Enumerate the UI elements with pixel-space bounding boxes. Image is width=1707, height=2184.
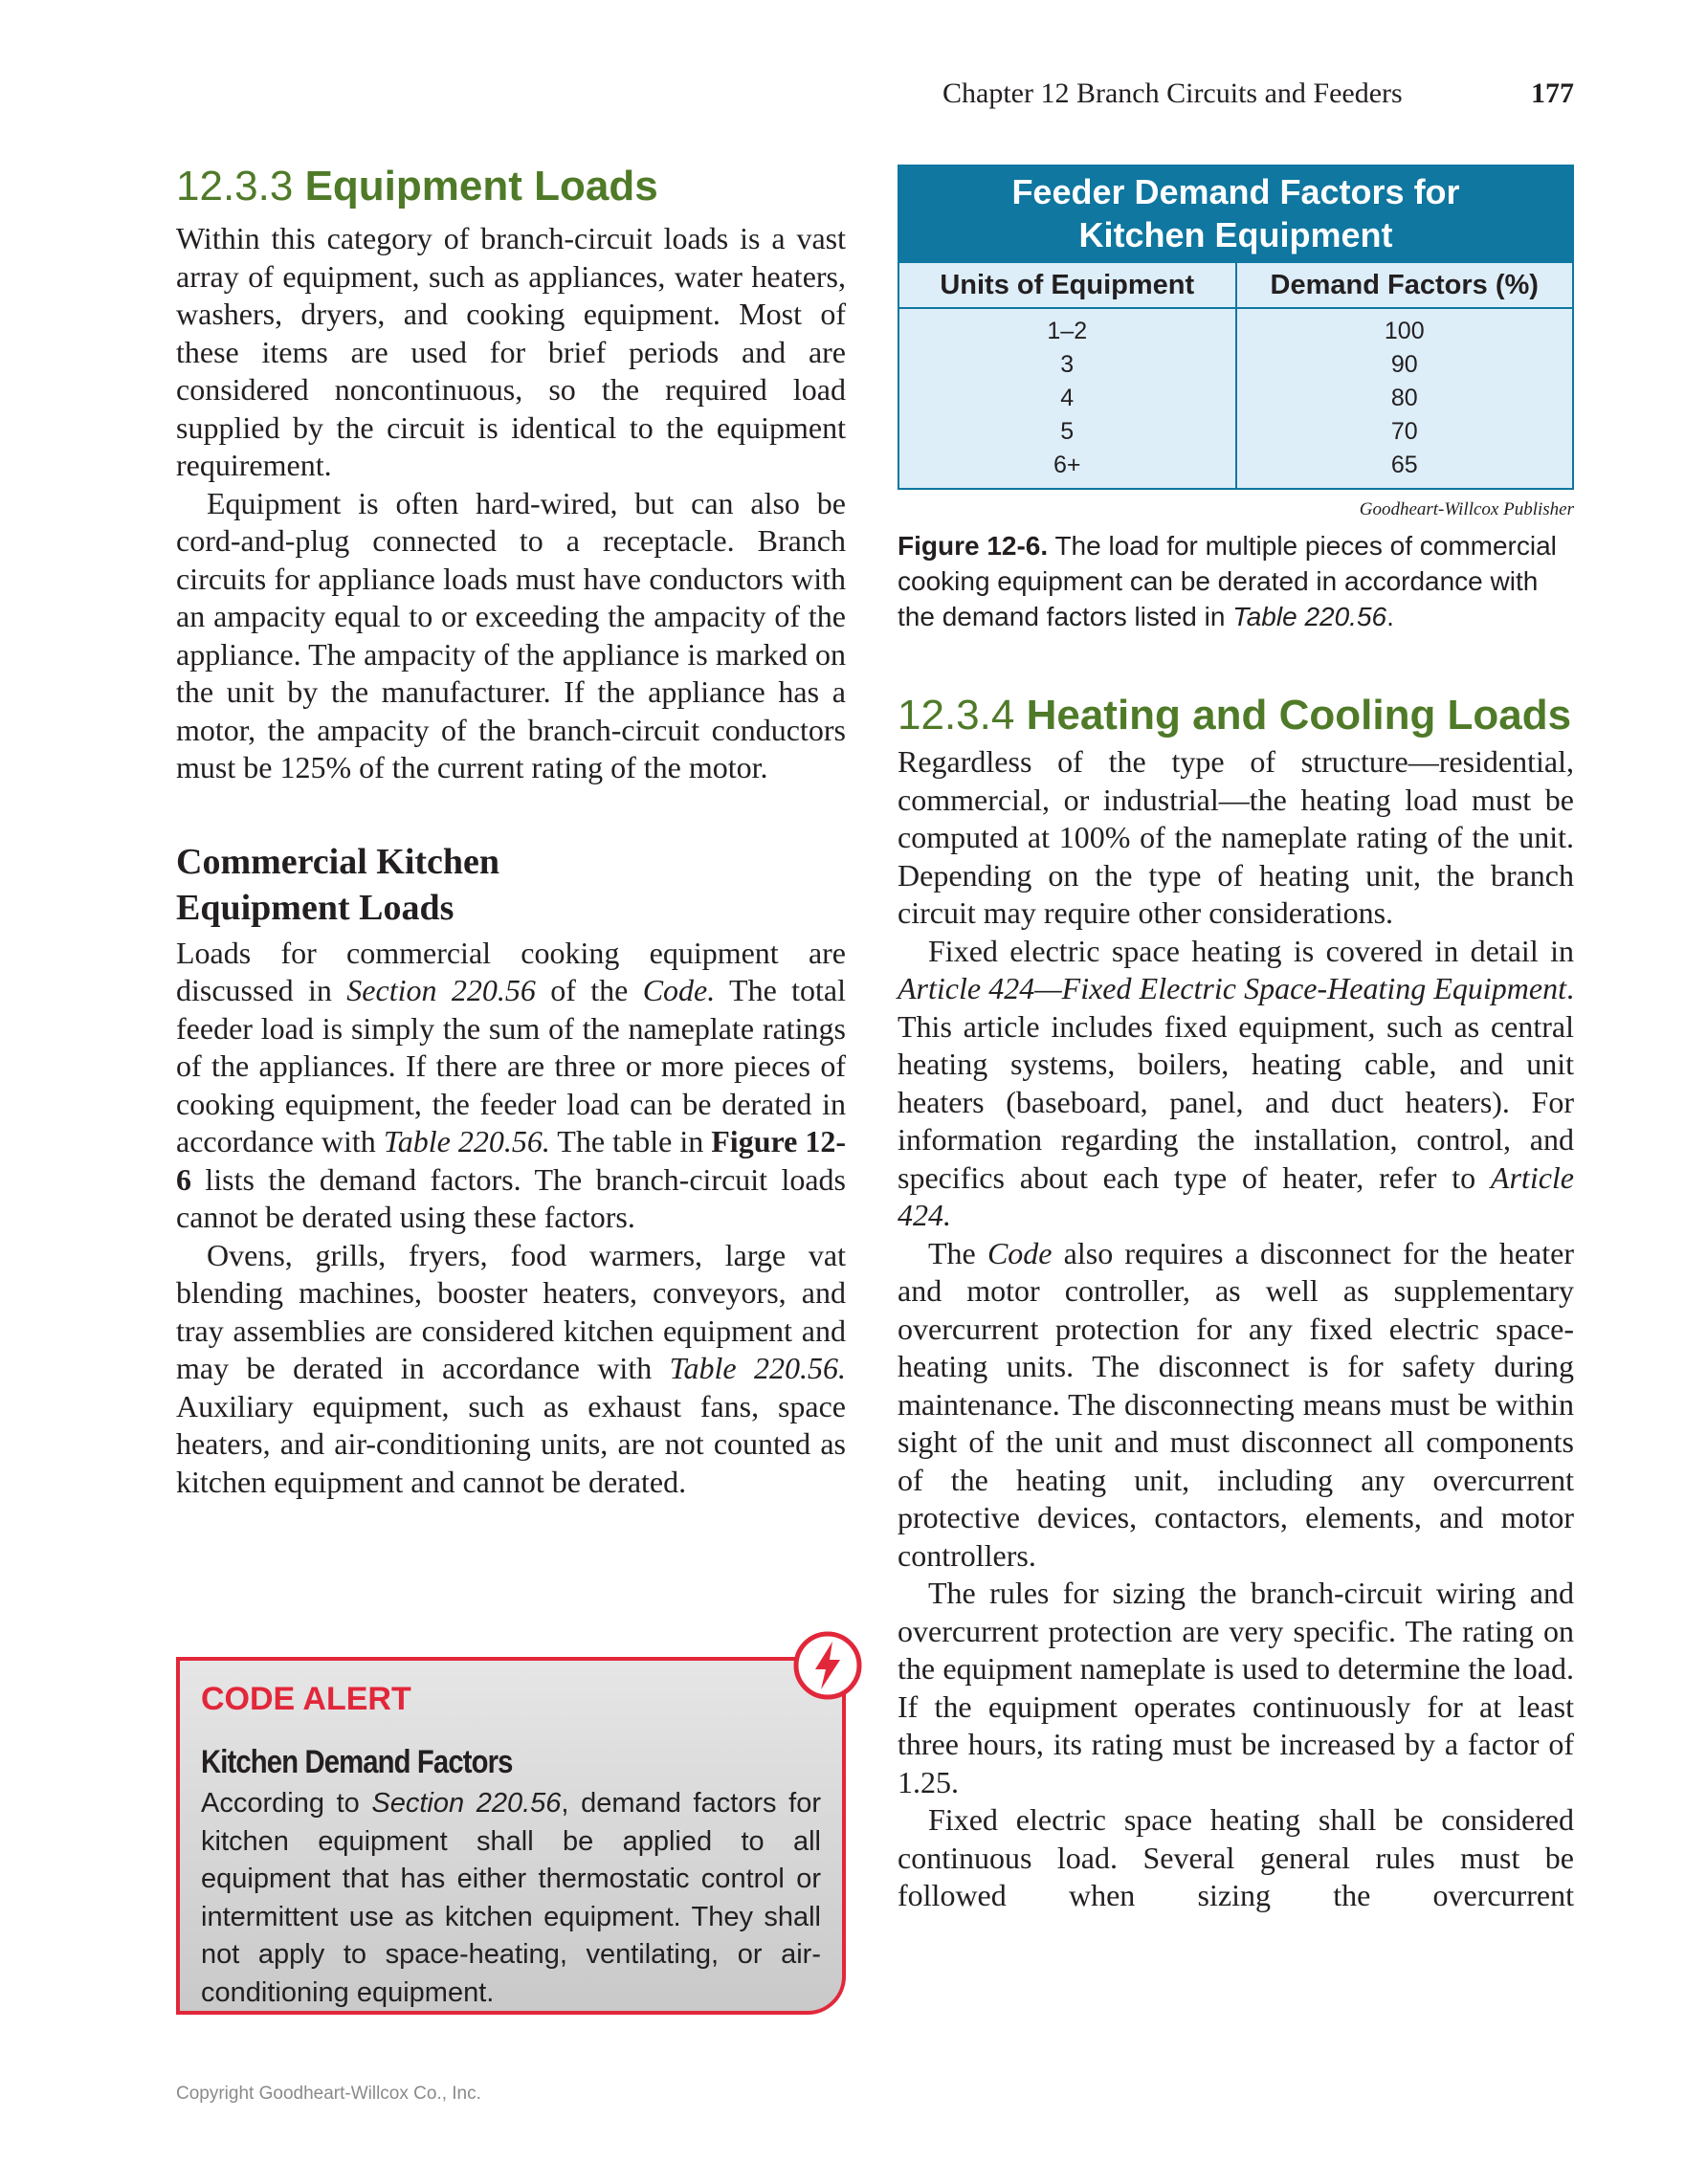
figure-caption: Figure 12-6. The load for multiple pieces of commercial cooking equipment can be derated in accordance with the demand factors listed in Table 220.56.: [898, 531, 1557, 631]
paragraph: Loads for commercial cooking equipment are discussed in Section 220.56 of the Code. The total feeder load is simply the sum of the nameplate ratings of the appliances. If there are three or more pieces of cooking equipment, the feeder load can be derated in accordance with Table 220.56. The table in Figure 12-6 lists the demand factors. The branch-circuit loads cannot be derated using these factors.: [176, 935, 847, 1234]
running-head-title: Chapter 12 Branch Circuits and Feeders: [942, 77, 1403, 109]
table-cell: 65: [1390, 452, 1418, 478]
code-alert-title: Kitchen Demand Factors: [201, 1744, 513, 1780]
paragraph: Ovens, grills, fryers, food warmers, large vat blending machines, booster heaters, conveyors, and tray assemblies are considered kitchen equipment and may be derated in accordance with Table 220.56. Auxiliary equipment, such as exhaust fans, space heaters, and air-conditioning units, are not counted as kitchen equipment and cannot be derated.: [176, 1237, 847, 1499]
copyright-footer: Copyright Goodheart-Willcox Co., Inc.: [176, 2084, 481, 2104]
paragraph: The Code also requires a disconnect for the heater and motor controller, as well as supplementary overcurrent protection for any fixed electric space-heating units. The disconnect is for safety during maintenance. The disconnecting means must be within sight of the unit and must disconnect all components of the heating unit, including any overcurrent protective devices, contactors, elements, and motor controllers.: [898, 1235, 1575, 1573]
figure-credit: Goodheart-Willcox Publisher: [1359, 499, 1574, 519]
lightning-bolt-icon: [792, 1630, 863, 1701]
table-title: [899, 166, 1572, 263]
column-header-units: Units of Equipment: [899, 263, 1237, 307]
table-cell: 90: [1390, 351, 1418, 378]
page-number: 177: [1531, 77, 1574, 109]
demand-column: [1237, 309, 1573, 488]
code-alert-box: [176, 1657, 846, 2015]
table-cell: 6+: [1053, 452, 1081, 478]
table-cell: 80: [1390, 385, 1418, 411]
subheading-commercial-kitchen: [176, 839, 846, 931]
paragraph: Regardless of the type of structure—residential, commercial, or industrial—the heating load must be computed at 100% of the nameplate rating of the unit. Depending on the type of heating unit, the branch circuit may require other considerations.: [898, 744, 1574, 930]
paragraph: Fixed electric space heating is covered in detail in Article 424—Fixed Electric Space-Heating Equipment. This article includes fixed equipment, such as central heating systems, boilers, heating cable, and unit heaters (baseboard, panel, and duct heaters). For information regarding the installation, control, and specifics about each type of heater, refer to Article 424.: [898, 933, 1574, 1232]
units-column: [899, 309, 1237, 488]
table-cell: 3: [1060, 351, 1075, 378]
section-number: 12.3.4: [898, 692, 1015, 739]
table-title-line: Kitchen Equipment: [1078, 215, 1393, 254]
right-column: [898, 165, 1574, 1915]
section-heading-12-3-3: [176, 161, 846, 212]
demand-factor-table: [898, 165, 1574, 490]
paragraph: Within this category of branch-circuit loads is a vast array of equipment, such as appliances, water heaters, washers, dryers, and cooking equipment. Most of these items are used for brief periods and are considered noncontinuous, so the required load supplied by the circuit is identical to the equipment requirement.: [176, 221, 846, 482]
code-alert-body: According to Section 220.56, demand factors for kitchen equipment shall be applied to all equipment that has either thermostatic control or intermittent use as kitchen equipment. They shall not apply to space-heating, ventilating, or air-conditioning equipment.: [201, 1788, 821, 2008]
section-heading-12-3-4: [898, 690, 1574, 741]
left-column: [176, 161, 846, 1501]
paragraph: Fixed electric space heating shall be considered continuous load. Several general rules must be followed when sizing the overcurrent: [898, 1802, 1574, 1912]
table-cell: 1–2: [1047, 318, 1088, 344]
table-cell: 4: [1060, 385, 1075, 411]
section-title: Heating and Cooling Loads: [1026, 692, 1572, 739]
running-head: [942, 73, 1574, 115]
table-cell: 70: [1390, 418, 1418, 445]
column-header-demand: Demand Factors (%): [1270, 270, 1539, 300]
table-cell: 5: [1060, 418, 1075, 445]
subheading-line: Commercial Kitchen: [176, 841, 500, 882]
table-cell: 100: [1384, 318, 1425, 344]
paragraph: Equipment is often hard-wired, but can also be cord-and-plug connected to a receptacle. Branch circuits for appliance loads must have conductors with an ampacity equal to or exceeding the ampacity of the appliance. The ampacity of the appliance is marked on the unit by the manufacturer. If the appliance has a motor, the ampacity of the branch-circuit conductors must be 125% of the current rating of the motor.: [176, 485, 846, 784]
paragraph: The rules for sizing the branch-circuit wiring and overcurrent protection are very specific. The rating on the equipment nameplate is used to determine the load. If the equipment operates continuously for at least three hours, its rating must be increased by a factor of 1.25.: [898, 1576, 1574, 1799]
figure-reference-link: Figure 12-6: [176, 1124, 847, 1197]
code-alert-label: CODE ALERT: [201, 1681, 411, 1717]
section-number: 12.3.3: [176, 163, 294, 210]
table-body: [899, 309, 1572, 488]
table-header-row: [899, 263, 1572, 309]
table-title-line: Feeder Demand Factors for: [1011, 172, 1460, 211]
subheading-line: Equipment Loads: [176, 887, 454, 928]
section-title: Equipment Loads: [304, 163, 658, 210]
